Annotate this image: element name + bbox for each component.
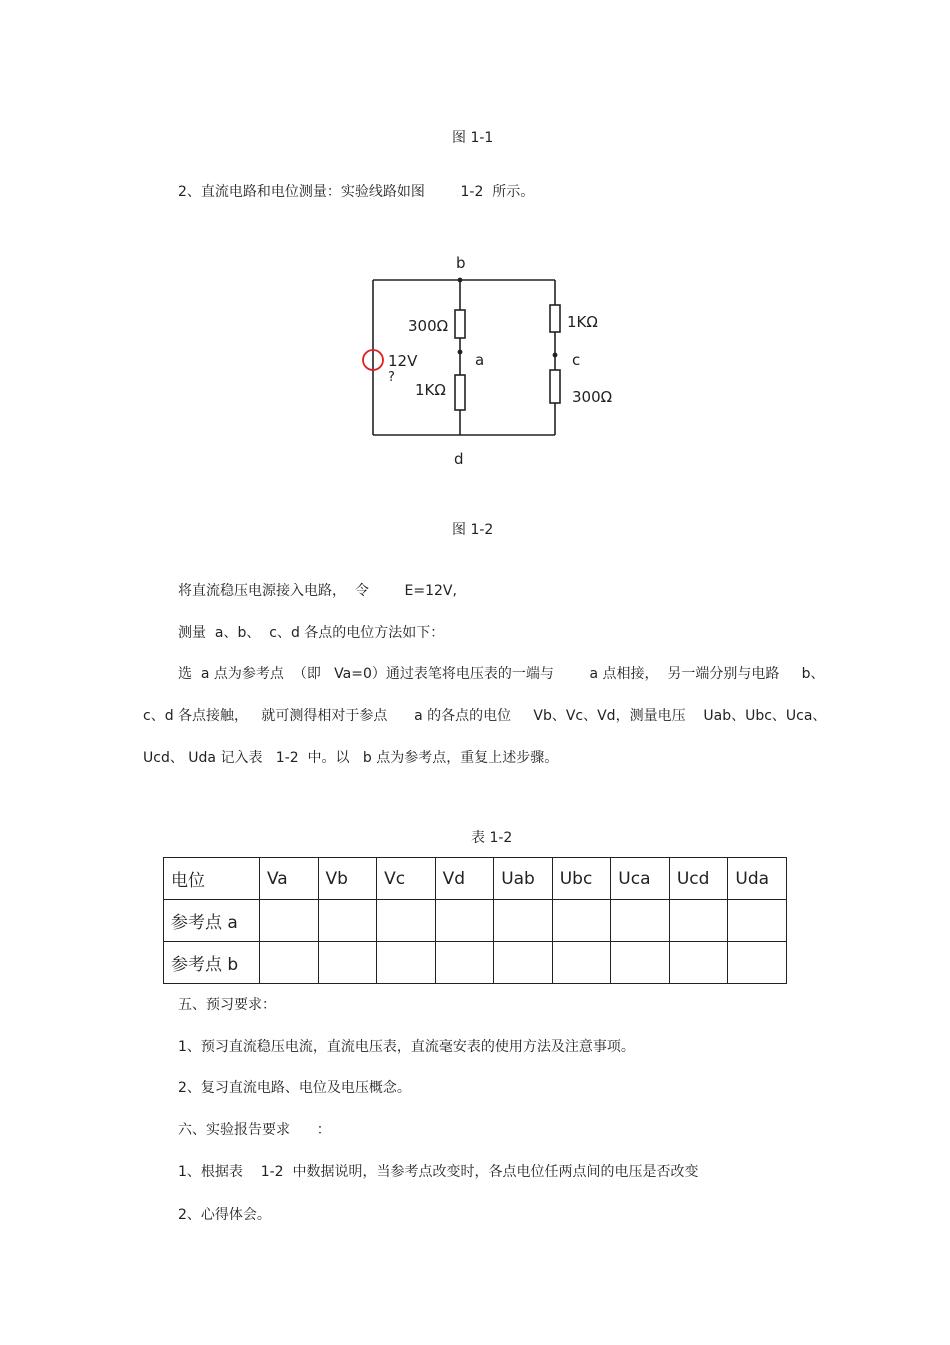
- table-cell: [494, 942, 553, 984]
- section-6-item-2: 2、心得体会。: [178, 1207, 271, 1223]
- table-header-cell: Uab: [494, 858, 553, 900]
- node-a-label: a: [475, 351, 485, 369]
- table-cell: [435, 900, 494, 942]
- table-cell: [377, 900, 436, 942]
- table-row-label: 参考点 a: [164, 900, 260, 942]
- table-header-cell: Ucd: [669, 858, 728, 900]
- node-b-dot: [458, 278, 463, 283]
- table-header-cell: Va: [260, 858, 319, 900]
- section-5-item-2: 2、复习直流电路、电位及电压概念。: [178, 1080, 411, 1096]
- resistor-300-left: [455, 310, 465, 338]
- resistor-1k-left: [455, 375, 465, 410]
- table-cell: [260, 900, 319, 942]
- paragraph-3: 选 a 点为参考点 （即 Va=0）通过表笔将电压表的一端与 a 点相接， 另一端分别与电路 b、: [178, 666, 825, 682]
- table-cell: [728, 942, 787, 984]
- table-cell: [494, 900, 553, 942]
- table-cell: [728, 900, 787, 942]
- table-caption-1-2: 表 1-2: [471, 830, 513, 846]
- table-cell: [611, 942, 670, 984]
- resistor-label-1k-left: 1KΩ: [415, 381, 446, 399]
- table-header-row: [164, 858, 787, 900]
- table-cell: [552, 942, 611, 984]
- table-cell: [552, 900, 611, 942]
- section-5-item-1: 1、预习直流稳压电流，直流电压表，直流毫安表的使用方法及注意事项。: [178, 1039, 635, 1055]
- table-header-cell: Ubc: [552, 858, 611, 900]
- table-cell: [611, 900, 670, 942]
- node-c-dot: [553, 353, 558, 358]
- table-header-cell: Vc: [377, 858, 436, 900]
- node-c-label: c: [572, 351, 581, 369]
- source-voltage-label: 12V: [388, 352, 418, 370]
- resistor-label-300-left: 300Ω: [408, 317, 449, 335]
- paragraph-5: Ucd、 Uda 记入表 1-2 中。以 b 点为参考点，重复上述步骤。: [143, 750, 559, 766]
- section-5-title: 五、预习要求：: [178, 997, 276, 1013]
- section-6-item-1: 1、根据表 1-2 中数据说明，当参考点改变时，各点电位任两点间的电压是否改变: [178, 1164, 699, 1180]
- resistor-label-1k-right: 1KΩ: [567, 313, 598, 331]
- resistor-1k-right: [550, 305, 560, 332]
- table-header-cell: 电位: [164, 858, 260, 900]
- paragraph-1: 将直流稳压电源接入电路， 令 E=12V,: [178, 583, 457, 599]
- table-header-cell: Uca: [611, 858, 670, 900]
- resistor-label-300-right: 300Ω: [572, 388, 613, 406]
- paragraph-2: 测量 a、b、 c、d 各点的电位方法如下：: [178, 625, 445, 641]
- table-cell: [318, 900, 377, 942]
- node-d-label: d: [454, 450, 464, 468]
- figure-caption-1-2: 图 1-2: [452, 522, 494, 538]
- table-cell: [435, 942, 494, 984]
- table-row: [164, 900, 787, 942]
- table-cell: [318, 942, 377, 984]
- table-cell: [669, 942, 728, 984]
- resistor-300-right: [550, 370, 560, 403]
- table-cell: [669, 900, 728, 942]
- table-row-label: 参考点 b: [164, 942, 260, 984]
- figure-caption-1-1: 图 1-1: [452, 130, 494, 146]
- paragraph-4: c、d 各点接触， 就可测得相对于参点 a 的各点的电位 Vb、Vc、Vd，测量电压 Uab、Ubc、Uca、: [143, 708, 827, 724]
- table-cell: [377, 942, 436, 984]
- table-header-cell: Uda: [728, 858, 787, 900]
- measurement-table: [163, 857, 787, 984]
- table-header-cell: Vd: [435, 858, 494, 900]
- circuit-diagram: [0, 245, 950, 475]
- section-6-title: 六、实验报告要求 ：: [178, 1122, 331, 1138]
- table-header-cell: Vb: [318, 858, 377, 900]
- table-cell: [260, 942, 319, 984]
- section-2-intro: 2、直流电路和电位测量：实验线路如图 1-2 所示。: [178, 184, 535, 200]
- table-row: [164, 942, 787, 984]
- node-a-dot: [458, 350, 463, 355]
- node-b-label: b: [456, 254, 466, 272]
- source-mark-label: ?: [388, 370, 395, 385]
